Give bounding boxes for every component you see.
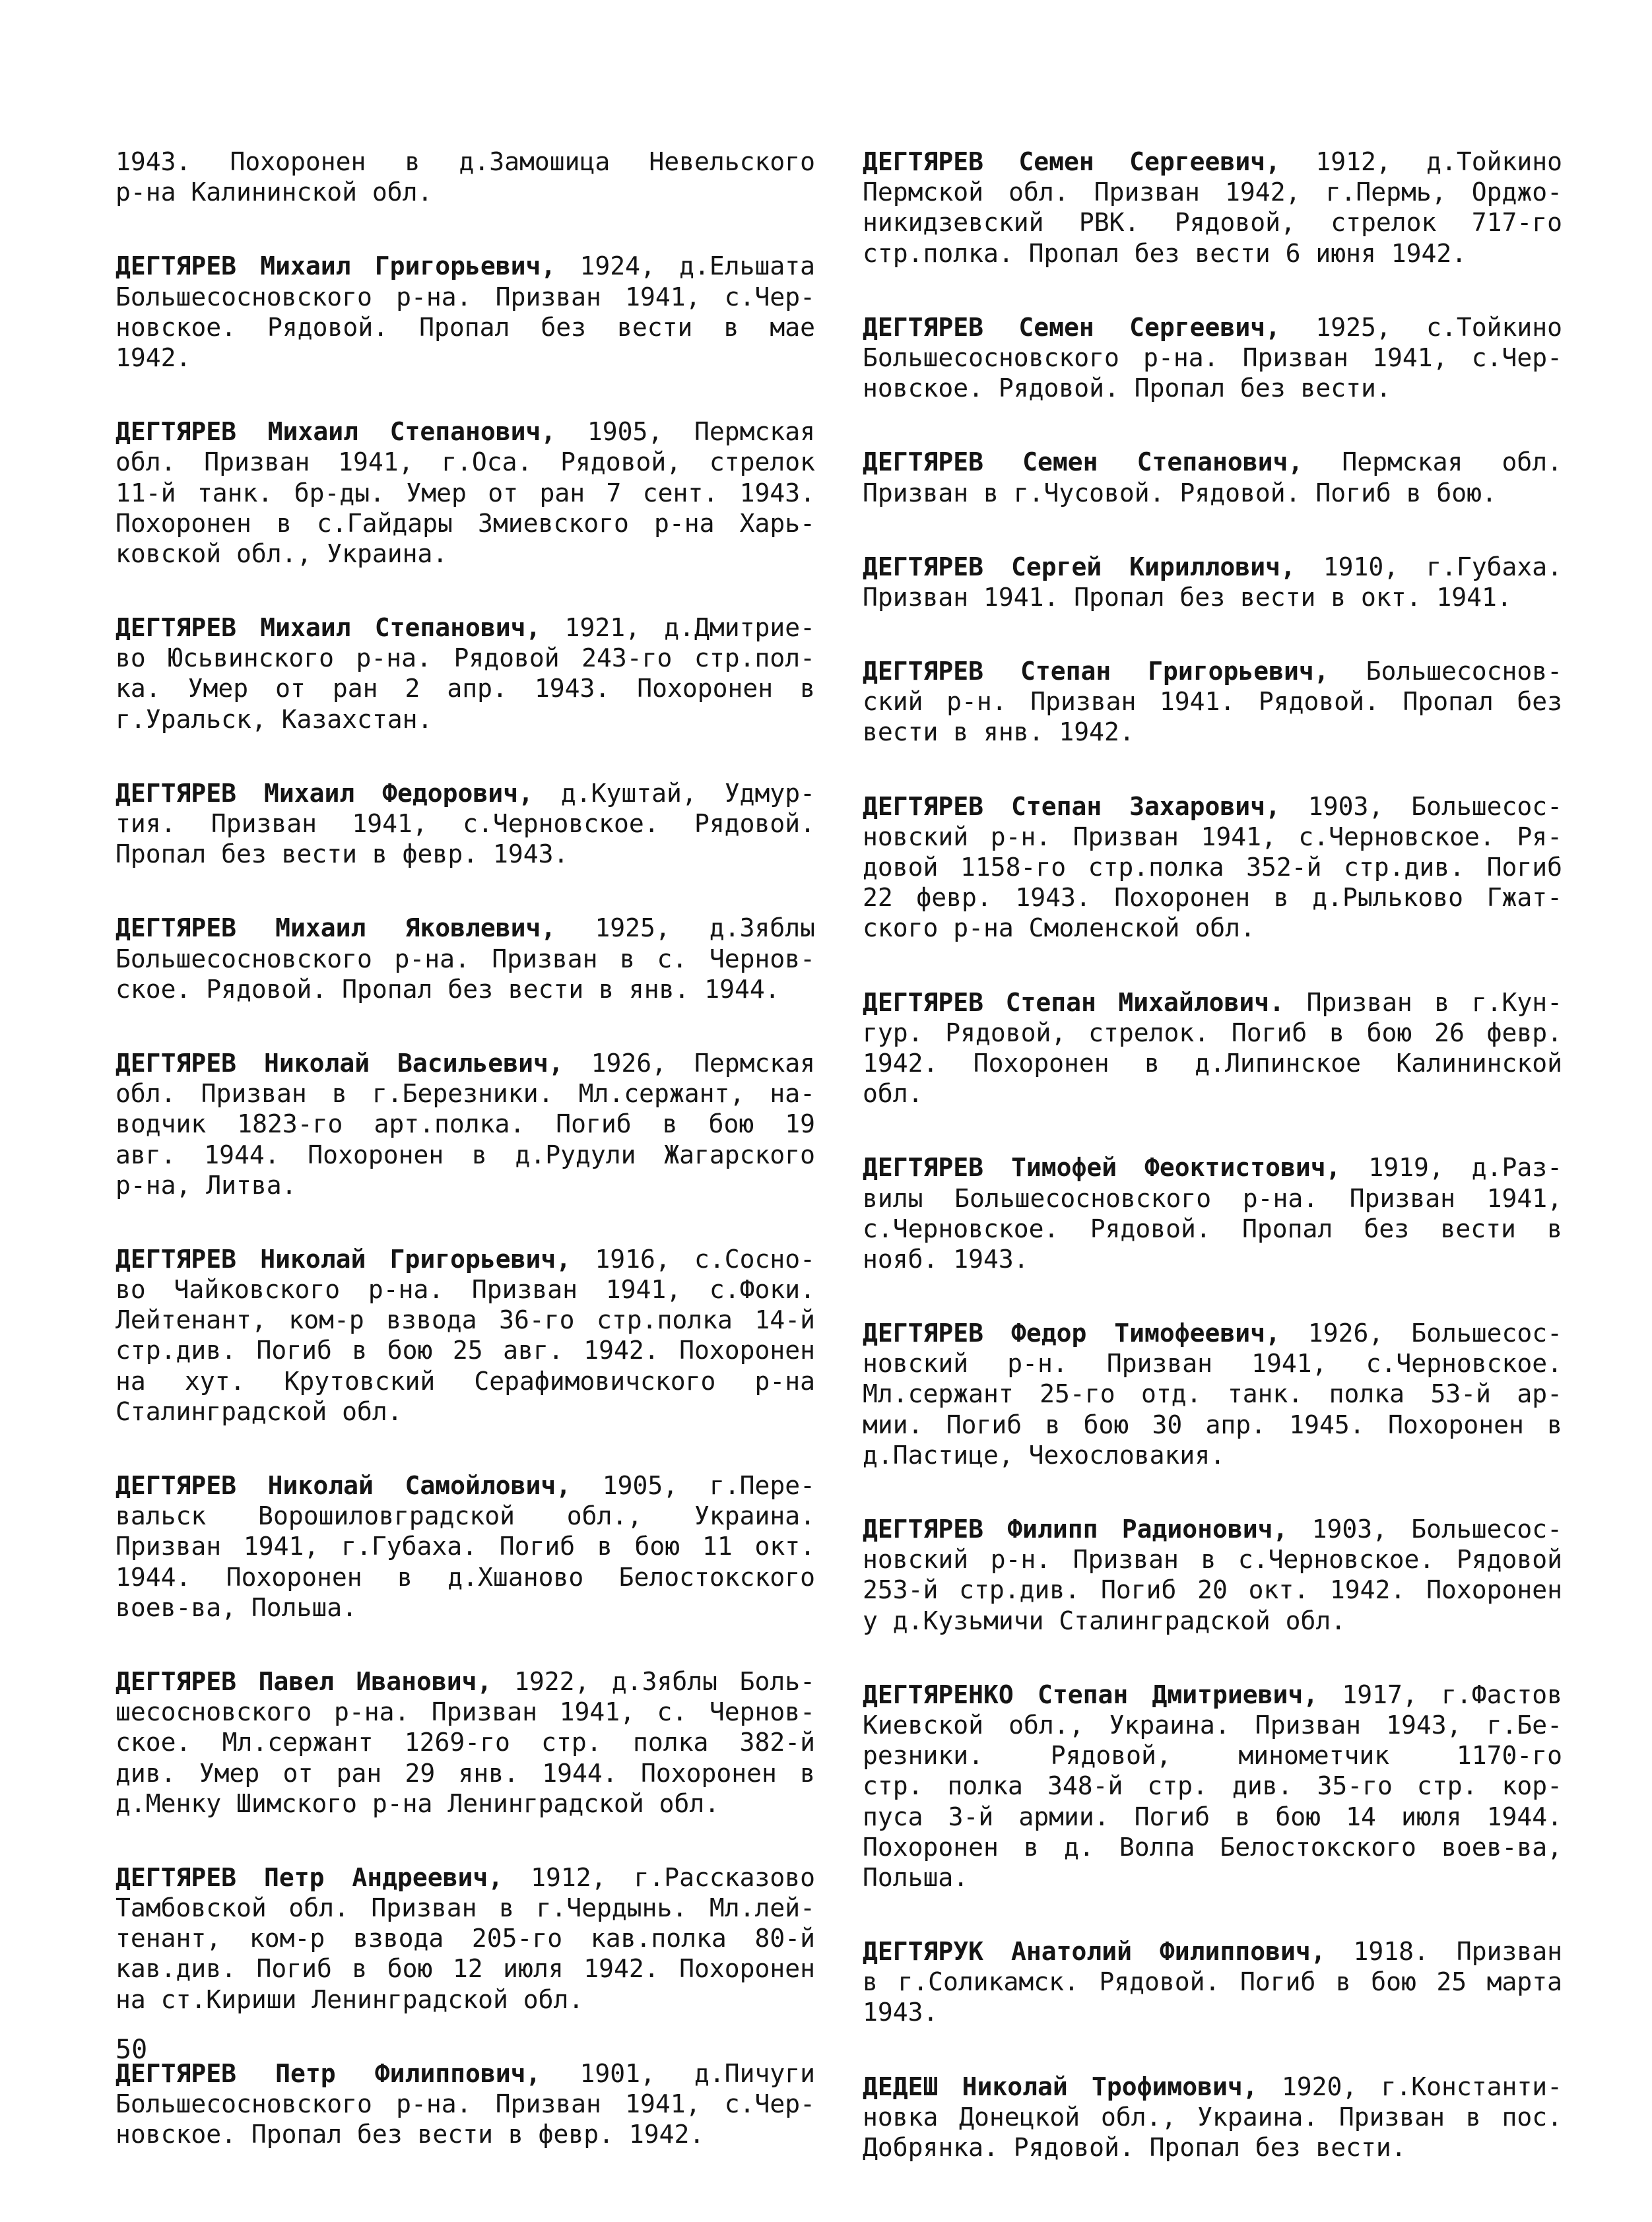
entry-line: авг. 1944. Похоронен в д.Рудули Жагарского <box>116 1140 815 1169</box>
register-entry <box>116 251 815 373</box>
entry-line: стр.полка. Пропал без вести 6 июня 1942. <box>863 238 1467 268</box>
entry-line: стр.див. Погиб в бою 25 авг. 1942. Похоронен <box>116 1336 815 1365</box>
entry-line: ДЕДЕШ Николай Трофимович, 1920, г.Константи- <box>863 2072 1562 2101</box>
entry-line: ское. Мл.сержант 1269-го стр. полка 382-й <box>116 1728 815 1757</box>
entry-line: ДЕГТЯРЕВ Петр Филиппович, 1901, д.Пичуги <box>116 2058 815 2088</box>
entry-line: новское. Рядовой. Пропал без вести в мае <box>116 312 815 342</box>
entry-line: д.Менку Шимского р-на Ленинградской обл. <box>116 1788 720 1818</box>
entry-line: кав.див. Погиб в бою 12 июля 1942. Похоронен <box>116 1954 815 1984</box>
entry-name: ДЕГТЯРЕВ Михаил Яковлевич, <box>116 913 556 943</box>
entry-name: ДЕГТЯРЕВ Семен Сергеевич, <box>863 147 1280 176</box>
register-entry <box>863 987 1562 1109</box>
register-entry <box>116 2058 815 2150</box>
register-entry <box>116 1862 815 2015</box>
register-entry <box>116 1244 815 1427</box>
register-entry <box>863 656 1562 748</box>
entry-name: ДЕГТЯРЕВ Филипп Радионович, <box>863 1515 1288 1544</box>
entry-line: Похоронен в д. Волпа Белостокского воев-ва, <box>863 1832 1562 1862</box>
entry-line: ДЕГТЯРЕВ Михаил Степанович, 1905, Пермская <box>116 417 815 447</box>
register-entry <box>116 1470 815 1623</box>
entry-name: ДЕГТЯРЕВ Федор Тимофеевич, <box>863 1319 1280 1348</box>
entry-name: ДЕГТЯРЕВ Степан Захарович, <box>863 791 1280 821</box>
entry-line: водчик 1823-го арт.полка. Погиб в бою 19 <box>116 1109 815 1139</box>
entry-line: ДЕГТЯРЕВ Федор Тимофеевич, 1926, Большесос- <box>863 1319 1562 1348</box>
register-entry <box>116 778 815 870</box>
entry-name: ДЕГТЯРЕВ Михаил Степанович, <box>116 417 556 447</box>
entry-line: Пермской обл. Призван 1942, г.Пермь, Орджо- <box>863 178 1562 207</box>
entry-name: ДЕГТЯРЕВ Николай Самойлович, <box>116 1471 572 1500</box>
entry-line: обл. Призван в г.Березники. Мл.сержант, на- <box>116 1079 815 1109</box>
entry-line: ДЕГТЯРЕВ Степан Григорьевич, Большесоснов- <box>863 657 1562 686</box>
entry-line: ДЕГТЯРЕВ Сергей Кириллович, 1910, г.Губаха. <box>863 552 1562 581</box>
entry-line: 253-й стр.див. Погиб 20 окт. 1942. Похоронен <box>863 1575 1562 1605</box>
register-entry <box>116 147 815 207</box>
left-column <box>116 147 815 2193</box>
entry-line: Тамбовской обл. Призван в г.Чердынь. Мл.лей- <box>116 1893 815 1923</box>
entry-name: ДЕГТЯРЕВ Михаил Григорьевич, <box>116 251 556 281</box>
entry-line: с.Черновское. Рядовой. Пропал без вести в <box>863 1214 1562 1243</box>
entry-line: вальск Ворошиловградской обл., Украина. <box>116 1501 815 1531</box>
entry-line: пуса 3-й армии. Погиб в бою 14 июля 1944. <box>863 1802 1562 1831</box>
entry-name: ДЕГТЯРЕВ Павел Иванович, <box>116 1666 492 1696</box>
register-entry <box>116 1666 815 1819</box>
register-entry <box>863 552 1562 612</box>
entry-line: на хут. Крутовский Серафимовичского р-на <box>116 1366 815 1396</box>
entry-name: ДЕДЕШ Николай Трофимович, <box>863 2072 1258 2101</box>
entry-line: во Чайковского р-на. Призван 1941, с.Фоки. <box>116 1275 815 1305</box>
entry-line: тенант, ком-р взвода 205-го кав.полка 80-й <box>116 1924 815 1953</box>
register-entry <box>863 1936 1562 2028</box>
register-entry <box>863 1514 1562 1636</box>
entry-line: 1944. Похоронен в д.Хшаново Белостокского <box>116 1562 815 1592</box>
entry-line: р-на Калининской обл. <box>116 178 433 207</box>
entry-line: д.Пастице, Чехословакия. <box>863 1440 1226 1470</box>
entry-line: мии. Погиб в бою 30 апр. 1945. Похоронен в <box>863 1410 1562 1439</box>
entry-line: Большесосновского р-на. Призван 1941, с.Чер- <box>116 2089 815 2118</box>
entry-line: довой 1158-го стр.полка 352-й стр.див. Погиб <box>863 853 1562 882</box>
entry-name: ДЕГТЯРЕВ Николай Васильевич, <box>116 1048 564 1078</box>
register-entry <box>863 1318 1562 1470</box>
entry-line: ковской обл., Украина. <box>116 539 448 568</box>
register-entry <box>116 1048 815 1200</box>
entry-line: во Юсьвинского р-на. Рядовой 243-го стр.пол- <box>116 643 815 673</box>
entry-name: ДЕГТЯРЕВ Петр Филиппович, <box>116 2058 541 2088</box>
register-entry <box>863 1152 1562 1274</box>
register-entry <box>116 416 815 569</box>
entry-line: ДЕГТЯРЕВ Степан Захарович, 1903, Большесос- <box>863 791 1562 821</box>
entry-line: Призван 1941. Пропал без вести в окт. 1941. <box>863 582 1512 612</box>
entry-name: ДЕГТЯРУК Анатолий Филиппович, <box>863 1937 1326 1967</box>
entry-line: ского р-на Смоленской обл. <box>863 913 1255 943</box>
entry-name: ДЕГТЯРЕВ Степан Михайлович. <box>863 987 1285 1017</box>
register-entry <box>863 2072 1562 2163</box>
entry-line: новский р-н. Призван 1941, с.Черновское. <box>863 1349 1562 1379</box>
entry-line: вилы Большесосновского р-на. Призван 1941, <box>863 1183 1562 1213</box>
register-entry <box>863 147 1562 269</box>
entry-line: ДЕГТЯРЕВ Тимофей Феоктистович, 1919, д.Раз- <box>863 1153 1562 1183</box>
entry-line: Сталинградской обл. <box>116 1396 403 1426</box>
entry-line: ДЕГТЯРЕВ Семен Сергеевич, 1925, с.Тойкино <box>863 312 1562 342</box>
entry-line: ка. Умер от ран 2 апр. 1943. Похоронен в <box>116 674 815 703</box>
entry-line: Большесосновского р-на. Призван 1941, с.Чер- <box>863 343 1562 372</box>
entry-line: ДЕГТЯРЕВ Николай Григорьевич, 1916, с.Сосно- <box>116 1244 815 1274</box>
entry-line: ДЕГТЯРЕВ Семен Сергеевич, 1912, д.Тойкино <box>863 147 1562 176</box>
entry-name: ДЕГТЯРЕВ Степан Григорьевич, <box>863 657 1329 686</box>
entry-line: 1943. <box>863 1998 939 2027</box>
entry-line: Киевской обл., Украина. Призван 1943, г.Бе- <box>863 1710 1562 1740</box>
entry-line: ДЕГТЯРЕВ Павел Иванович, 1922, д.Зяблы Боль- <box>116 1666 815 1696</box>
entry-line: Лейтенант, ком-р взвода 36-го стр.полка 14-й <box>116 1305 815 1335</box>
entry-line: гур. Рядовой, стрелок. Погиб в бою 26 февр. <box>863 1018 1562 1047</box>
entry-line: Пропал без вести в февр. 1943. <box>116 839 569 869</box>
entry-line: новка Донецкой обл., Украина. Призван в пос. <box>863 2102 1562 2132</box>
entry-line: шесосновского р-на. Призван 1941, с. Чернов- <box>116 1697 815 1727</box>
register-entry <box>863 312 1562 404</box>
entry-name: ДЕГТЯРЕНКО Степан Дмитриевич, <box>863 1680 1319 1709</box>
entry-line: ДЕГТЯРЕВ Николай Васильевич, 1926, Пермская <box>116 1048 815 1078</box>
entry-line: Большесосновского р-на. Призван в с. Чернов- <box>116 944 815 973</box>
entry-line: нояб. 1943. <box>863 1244 1029 1274</box>
entry-line: Похоронен в с.Гайдары Змиевского р-на Харь- <box>116 508 815 538</box>
entry-line: вести в янв. 1942. <box>863 717 1135 747</box>
entry-line: ДЕГТЯРЕВ Филипп Радионович, 1903, Большесос- <box>863 1515 1562 1544</box>
entry-line: новский р-н. Призван в с.Черновское. Рядовой <box>863 1545 1562 1575</box>
entry-line: обл. <box>863 1079 923 1109</box>
entry-name: ДЕГТЯРЕВ Николай Григорьевич, <box>116 1244 572 1274</box>
entry-name: ДЕГТЯРЕВ Михаил Степанович, <box>116 613 541 643</box>
entry-line: ДЕГТЯРЕВ Михаил Степанович, 1921, д.Дмитрие- <box>116 613 815 643</box>
entry-line: на ст.Кириши Ленинградской обл. <box>116 1984 584 2014</box>
register-entry <box>116 913 815 1004</box>
entry-line: тия. Призван 1941, с.Черновское. Рядовой. <box>116 809 815 838</box>
entry-line: 1942. Похоронен в д.Липинское Калининской <box>863 1048 1562 1078</box>
entry-line: р-на, Литва. <box>116 1170 297 1200</box>
register-entry <box>863 791 1562 944</box>
entry-name: ДЕГТЯРЕВ Семен Сергеевич, <box>863 312 1280 342</box>
register-entry <box>116 612 815 735</box>
entry-line: стр. полка 348-й стр. див. 35-го стр. кор- <box>863 1771 1562 1801</box>
entry-line: ДЕГТЯРЕВ Михаил Яковлевич, 1925, д.Зяблы <box>116 913 815 943</box>
entry-line: 1942. <box>116 343 191 372</box>
entry-line: Призван в г.Чусовой. Рядовой. Погиб в бою. <box>863 478 1497 507</box>
entry-line: 1943. Похоронен в д.Замошица Невельского <box>116 147 815 176</box>
register-entry <box>863 447 1562 507</box>
entry-line: воев-ва, Польша. <box>116 1592 358 1622</box>
entry-name: ДЕГТЯРЕВ Семен Степанович, <box>863 447 1304 477</box>
entry-line: ский р-н. Призван 1941. Рядовой. Пропал без <box>863 687 1562 717</box>
entry-line: див. Умер от ран 29 янв. 1944. Похоронен в <box>116 1758 815 1788</box>
entry-line: ДЕГТЯРЕВ Степан Михайлович. Призван в г.Кун- <box>863 987 1562 1017</box>
entry-line: новский р-н. Призван 1941, с.Черновское. Ря- <box>863 822 1562 851</box>
entry-line: ДЕГТЯРЕВ Семен Степанович, Пермская обл. <box>863 447 1562 477</box>
entry-line: ское. Рядовой. Пропал без вести в янв. 1944. <box>116 974 780 1004</box>
entry-line: ДЕГТЯРЕНКО Степан Дмитриевич, 1917, г.Фастов <box>863 1680 1562 1709</box>
entry-name: ДЕГТЯРЕВ Тимофей Феоктистович, <box>863 1153 1341 1183</box>
entry-line: у д.Кузьмичи Сталинградской обл. <box>863 1606 1346 1635</box>
entry-line: ДЕГТЯРЕВ Николай Самойлович, 1905, г.Пере- <box>116 1471 815 1500</box>
entry-line: ДЕГТЯРУК Анатолий Филиппович, 1918. Призван <box>863 1937 1562 1967</box>
entry-line: новское. Пропал без вести в февр. 1942. <box>116 2120 705 2149</box>
entry-line: Добрянка. Рядовой. Пропал без вести. <box>863 2133 1406 2162</box>
entry-line: новское. Рядовой. Пропал без вести. <box>863 374 1391 403</box>
right-column <box>863 147 1562 2206</box>
entry-name: ДЕГТЯРЕВ Петр Андреевич, <box>116 1862 504 1892</box>
entry-line: Польша. <box>863 1862 969 1892</box>
entry-line: Призван 1941, г.Губаха. Погиб в бою 11 окт. <box>116 1532 815 1561</box>
entry-line: в г.Соликамск. Рядовой. Погиб в бою 25 марта <box>863 1967 1562 1997</box>
entry-line: никидзевский РВК. Рядовой, стрелок 717-го <box>863 208 1562 238</box>
register-entry <box>863 1680 1562 1893</box>
entry-line: обл. Призван 1941, г.Оса. Рядовой, стрелок <box>116 447 815 477</box>
entry-line: г.Уральск, Казахстан. <box>116 704 433 734</box>
entry-line: резники. Рядовой, минометчик 1170-го <box>863 1741 1562 1771</box>
page-number: 50 <box>116 2035 148 2065</box>
entry-line: 11-й танк. бр-ды. Умер от ран 7 сент. 1943. <box>116 478 815 507</box>
entry-line: Большесосновского р-на. Призван 1941, с.Чер- <box>116 282 815 311</box>
entry-line: 22 февр. 1943. Похоронен в д.Рыльково Гжат- <box>863 883 1562 913</box>
entry-line: ДЕГТЯРЕВ Петр Андреевич, 1912, г.Рассказово <box>116 1862 815 1892</box>
entry-line: ДЕГТЯРЕВ Михаил Григорьевич, 1924, д.Ельшата <box>116 251 815 281</box>
entry-line: Мл.сержант 25-го отд. танк. полка 53-й ар- <box>863 1379 1562 1409</box>
entry-line: ДЕГТЯРЕВ Михаил Федорович, д.Куштай, Удмур- <box>116 778 815 808</box>
entry-name: ДЕГТЯРЕВ Сергей Кириллович, <box>863 552 1296 581</box>
entry-name: ДЕГТЯРЕВ Михаил Федорович, <box>116 778 533 808</box>
